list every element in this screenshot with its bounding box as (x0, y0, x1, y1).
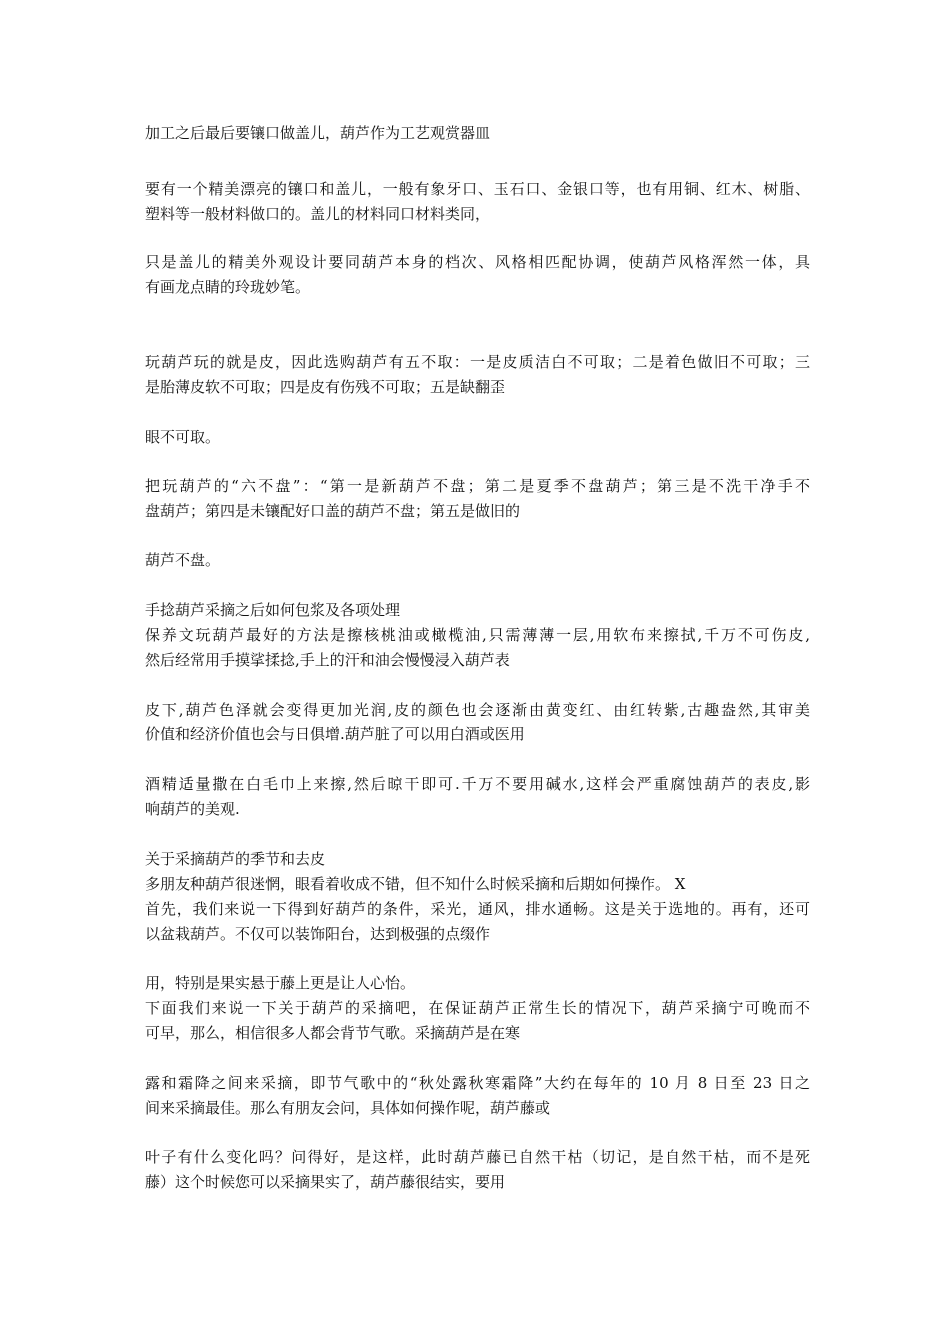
text-line: 只是盖儿的精美外观设计要同葫芦本身的档次、风格相匹配协调，使葫芦风格浑然一体，具 (145, 253, 810, 271)
text-line: 露和霜降之间来采摘，即节气歌中的“秋处露秋寒霜降”大约在每年的 10 月 8 日至 23 日之 (145, 1074, 810, 1092)
text-line: 玩葫芦玩的就是皮，因此选购葫芦有五不取：一是皮质洁白不可取；二是着色做旧不可取；三 (145, 353, 810, 371)
text-line: 下面我们来说一下关于葫芦的采摘吧，在保证葫芦正常生长的情况下，葫芦采摘宁可晚而不 (145, 999, 810, 1017)
text-line: 以盆栽葫芦。不仅可以装饰阳台，达到极强的点缀作 (145, 925, 491, 943)
text-line: 要有一个精美漂亮的镶口和盖儿，一般有象牙口、玉石口、金银口等，也有用铜、红木、树脂、 (145, 180, 810, 198)
text-line: 用，特别是果实悬于藤上更是让人心怡。 (145, 974, 416, 992)
text-line: 响葫芦的美观. (145, 800, 240, 818)
text-line: 葫芦不盘。 (145, 551, 221, 569)
text-line: 首先，我们来说一下得到好葫芦的条件，采光，通风，排水通畅。这是关于选地的。再有，还可 (145, 900, 810, 918)
text-line: 塑料等一般材料做口的。盖儿的材料同口材料类同， (145, 205, 491, 223)
text-line: 皮下,葫芦色泽就会变得更加光润,皮的颜色也会逐渐由黄变红、由红转紫,古趣盎然,其审美 (145, 701, 810, 719)
text-line: 多朋友种葫芦很迷惘，眼看着收成不错，但不知什么时候采摘和后期如何操作。 X (145, 875, 686, 893)
section-heading: 手捻葫芦采摘之后如何包浆及各项处理 (145, 601, 401, 619)
text-line: 盘葫芦；第四是未镶配好口盖的葫芦不盘；第五是做旧的 (145, 502, 521, 520)
text-line: 酒精适量撒在白毛巾上来擦,然后晾干即可.千万不要用碱水,这样会严重腐蚀葫芦的表皮,影 (145, 775, 810, 793)
text-line: 保养文玩葫芦最好的方法是擦核桃油或橄榄油,只需薄薄一层,用软布来擦拭,千万不可伤皮, (145, 626, 810, 644)
text-line: 然后经常用手摸挲揉捻,手上的汗和油会慢慢浸入葫芦表 (145, 651, 510, 669)
text-line: 是胎薄皮软不可取；四是皮有伤残不可取；五是缺翻歪 (145, 378, 506, 396)
text-line: 间来采摘最佳。那么有朋友会问，具体如何操作呢，葫芦藤或 (145, 1099, 551, 1117)
text-line: 藤）这个时候您可以采摘果实了，葫芦藤很结实，要用 (145, 1173, 506, 1191)
text-line: 有画龙点睛的玲珑妙笔。 (145, 278, 311, 296)
text-line: 把玩葫芦的“六不盘”：“第一是新葫芦不盘；第二是夏季不盘葫芦；第三是不洗干净手不 (145, 477, 810, 495)
text-line: 可早，那么，相信很多人都会背节气歌。采摘葫芦是在寒 (145, 1024, 521, 1042)
text-line: 价值和经济价值也会与日俱增.葫芦脏了可以用白酒或医用 (145, 725, 525, 743)
text-line: 眼不可取。 (145, 428, 221, 446)
text-line: 叶子有什么变化吗？问得好，是这样，此时葫芦藤已自然干枯（切记，是自然干枯，而不是死 (145, 1148, 810, 1166)
text-line: 加工之后最后要镶口做盖儿，葫芦作为工艺观赏器皿 (145, 124, 491, 142)
section-heading: 关于采摘葫芦的季节和去皮 (145, 850, 326, 868)
